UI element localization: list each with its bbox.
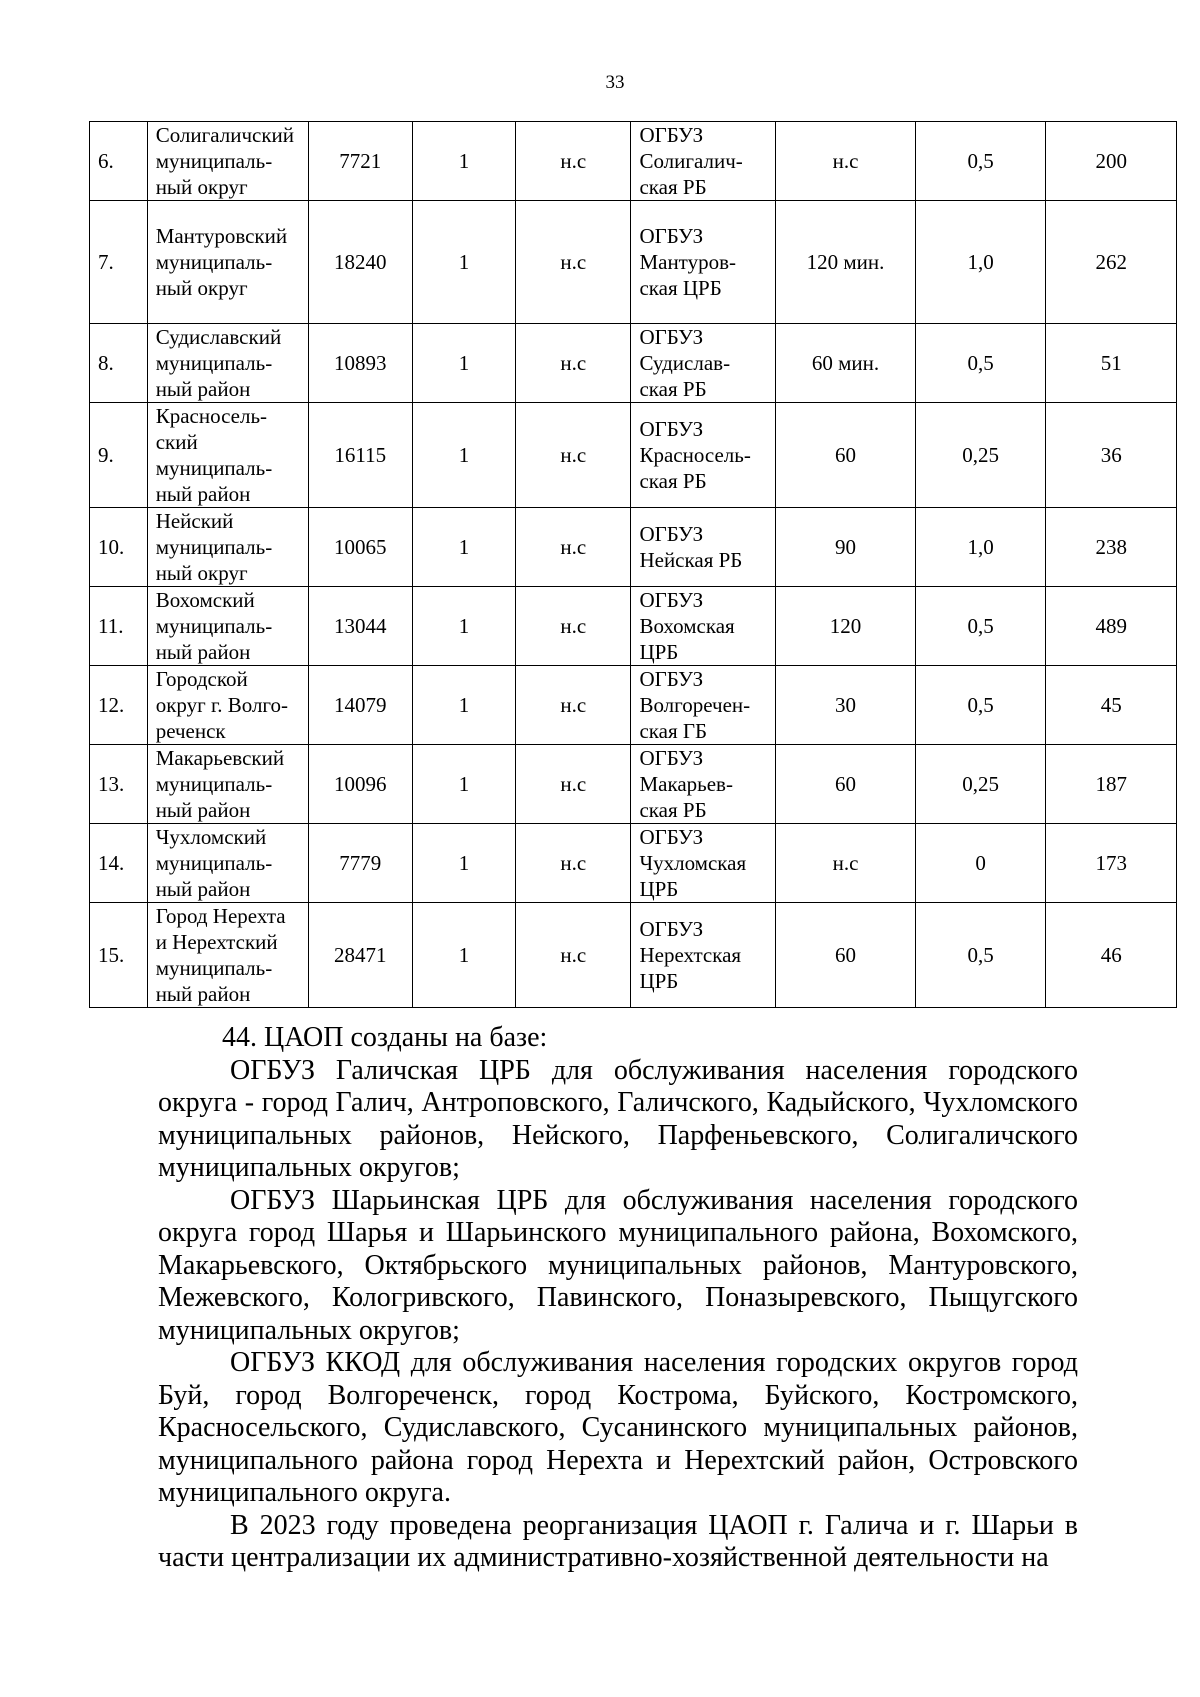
ns-cell: н.с	[516, 324, 631, 403]
ns-cell: н.с	[516, 587, 631, 666]
municipality-name: Мантуровский муниципаль- ный округ	[147, 201, 308, 324]
ns-cell: н.с	[516, 508, 631, 587]
organization-name: ОГБУЗ Волгоречен- ская ГБ	[631, 666, 776, 745]
row-number: 6.	[90, 122, 148, 201]
time-cell: 60	[776, 745, 916, 824]
table-row	[90, 824, 1177, 903]
population-cell: 14079	[308, 666, 412, 745]
row-number: 14.	[90, 824, 148, 903]
population-cell: 10893	[308, 324, 412, 403]
municipality-name: Макарьевский муниципаль- ный район	[147, 745, 308, 824]
ns-cell: н.с	[516, 122, 631, 201]
count-cell: 1	[412, 745, 515, 824]
time-cell: 60	[776, 403, 916, 508]
organization-name: ОГБУЗ Макарьев- ская РБ	[631, 745, 776, 824]
time-cell: 60	[776, 903, 916, 1008]
ns-cell: н.с	[516, 824, 631, 903]
rate-cell: 0	[915, 824, 1046, 903]
count-cell: 1	[412, 403, 515, 508]
count-cell: 1	[412, 903, 515, 1008]
table-row	[90, 745, 1177, 824]
municipality-name: Судиславский муниципаль- ный район	[147, 324, 308, 403]
population-cell: 7721	[308, 122, 412, 201]
municipality-name: Чухломский муниципаль- ный район	[147, 824, 308, 903]
table-row	[90, 666, 1177, 745]
organization-name: ОГБУЗ Вохомская ЦРБ	[631, 587, 776, 666]
rate-cell: 0,5	[915, 324, 1046, 403]
rate-cell: 0,25	[915, 745, 1046, 824]
count-cell: 1	[412, 587, 515, 666]
table-row	[90, 201, 1177, 324]
value-cell: 173	[1046, 824, 1177, 903]
body-text	[158, 1022, 1078, 1575]
count-cell: 1	[412, 201, 515, 324]
rate-cell: 0,5	[915, 903, 1046, 1008]
data-table	[89, 121, 1177, 1008]
count-cell: 1	[412, 508, 515, 587]
organization-name: ОГБУЗ Нейская РБ	[631, 508, 776, 587]
value-cell: 489	[1046, 587, 1177, 666]
row-number: 7.	[90, 201, 148, 324]
population-cell: 16115	[308, 403, 412, 508]
municipality-name: Солигаличский муниципаль- ный округ	[147, 122, 308, 201]
count-cell: 1	[412, 824, 515, 903]
ns-cell: н.с	[516, 201, 631, 324]
row-number: 15.	[90, 903, 148, 1008]
rate-cell: 0,25	[915, 403, 1046, 508]
ns-cell: н.с	[516, 903, 631, 1008]
rate-cell: 0,5	[915, 666, 1046, 745]
row-number: 9.	[90, 403, 148, 508]
population-cell: 18240	[308, 201, 412, 324]
organization-name: ОГБУЗ Нерехтская ЦРБ	[631, 903, 776, 1008]
count-cell: 1	[412, 122, 515, 201]
population-cell: 28471	[308, 903, 412, 1008]
municipality-name: Красносель- ский муниципаль- ный район	[147, 403, 308, 508]
rate-cell: 1,0	[915, 508, 1046, 587]
organization-name: ОГБУЗ Чухломская ЦРБ	[631, 824, 776, 903]
organization-name: ОГБУЗ Мантуров- ская ЦРБ	[631, 201, 776, 324]
rate-cell: 0,5	[915, 587, 1046, 666]
table-row	[90, 508, 1177, 587]
table-row	[90, 587, 1177, 666]
value-cell: 36	[1046, 403, 1177, 508]
time-cell: н.с	[776, 824, 916, 903]
section-heading: 44. ЦАОП созданы на базе:	[222, 1022, 548, 1053]
value-cell: 187	[1046, 745, 1177, 824]
organization-name: ОГБУЗ Солигалич- ская РБ	[631, 122, 776, 201]
population-cell: 10096	[308, 745, 412, 824]
value-cell: 238	[1046, 508, 1177, 587]
time-cell: 120	[776, 587, 916, 666]
organization-name: ОГБУЗ Красносель- ская РБ	[631, 403, 776, 508]
rate-cell: 0,5	[915, 122, 1046, 201]
count-cell: 1	[412, 666, 515, 745]
time-cell: 120 мин.	[776, 201, 916, 324]
row-number: 10.	[90, 508, 148, 587]
municipality-name: Вохомский муниципаль- ный район	[147, 587, 308, 666]
table-row	[90, 122, 1177, 201]
ns-cell: н.с	[516, 666, 631, 745]
municipality-name: Городской округ г. Волго- реченск	[147, 666, 308, 745]
time-cell: 90	[776, 508, 916, 587]
page-number: 33	[605, 72, 625, 93]
time-cell: 60 мин.	[776, 324, 916, 403]
organization-name: ОГБУЗ Судислав- ская РБ	[631, 324, 776, 403]
population-cell: 13044	[308, 587, 412, 666]
ns-cell: н.с	[516, 403, 631, 508]
paragraph-reorganization: В 2023 году проведена реорганизация ЦАОП г. Галича и г. Шарьи в части централизации их административно-хозяйственной деятельности на	[158, 1509, 1078, 1573]
row-number: 8.	[90, 324, 148, 403]
table-row	[90, 903, 1177, 1008]
value-cell: 262	[1046, 201, 1177, 324]
value-cell: 46	[1046, 903, 1177, 1008]
row-number: 13.	[90, 745, 148, 824]
count-cell: 1	[412, 324, 515, 403]
paragraph-sharya: ОГБУЗ Шарьинская ЦРБ для обслуживания населения городского округа город Шарья и Шарьинского муниципального района, Вохомского, Макарьевского, Октябрьского муниципальных районов, Мантуровского, Межевского, Кологривского, Павинского, Поназыревского, Пыщугского муниципальных округов;	[158, 1184, 1078, 1346]
value-cell: 200	[1046, 122, 1177, 201]
time-cell: н.с	[776, 122, 916, 201]
time-cell: 30	[776, 666, 916, 745]
municipality-name: Нейский муниципаль- ный округ	[147, 508, 308, 587]
row-number: 11.	[90, 587, 148, 666]
value-cell: 45	[1046, 666, 1177, 745]
ns-cell: н.с	[516, 745, 631, 824]
table-row	[90, 324, 1177, 403]
paragraph-kkod: ОГБУЗ ККОД для обслуживания населения городских округов город Буй, город Волгореченск, город Кострома, Буйского, Костромского, Красносельского, Судиславского, Сусанинского муниципальных районов, муниципального района город Нерехта и Нерехтский район, Островского муниципального округа.	[158, 1347, 1078, 1508]
municipality-name: Город Нерехта и Нерехтский муниципаль- ный район	[147, 903, 308, 1008]
rate-cell: 1,0	[915, 201, 1046, 324]
row-number: 12.	[90, 666, 148, 745]
population-cell: 10065	[308, 508, 412, 587]
population-cell: 7779	[308, 824, 412, 903]
paragraph-galich: ОГБУЗ Галичская ЦРБ для обслуживания населения городского округа - город Галич, Антроповского, Галичского, Кадыйского, Чухломского муниципальных районов, Нейского, Парфеньевского, Солигаличского муниципальных округов;	[158, 1054, 1078, 1183]
value-cell: 51	[1046, 324, 1177, 403]
table-row	[90, 403, 1177, 508]
